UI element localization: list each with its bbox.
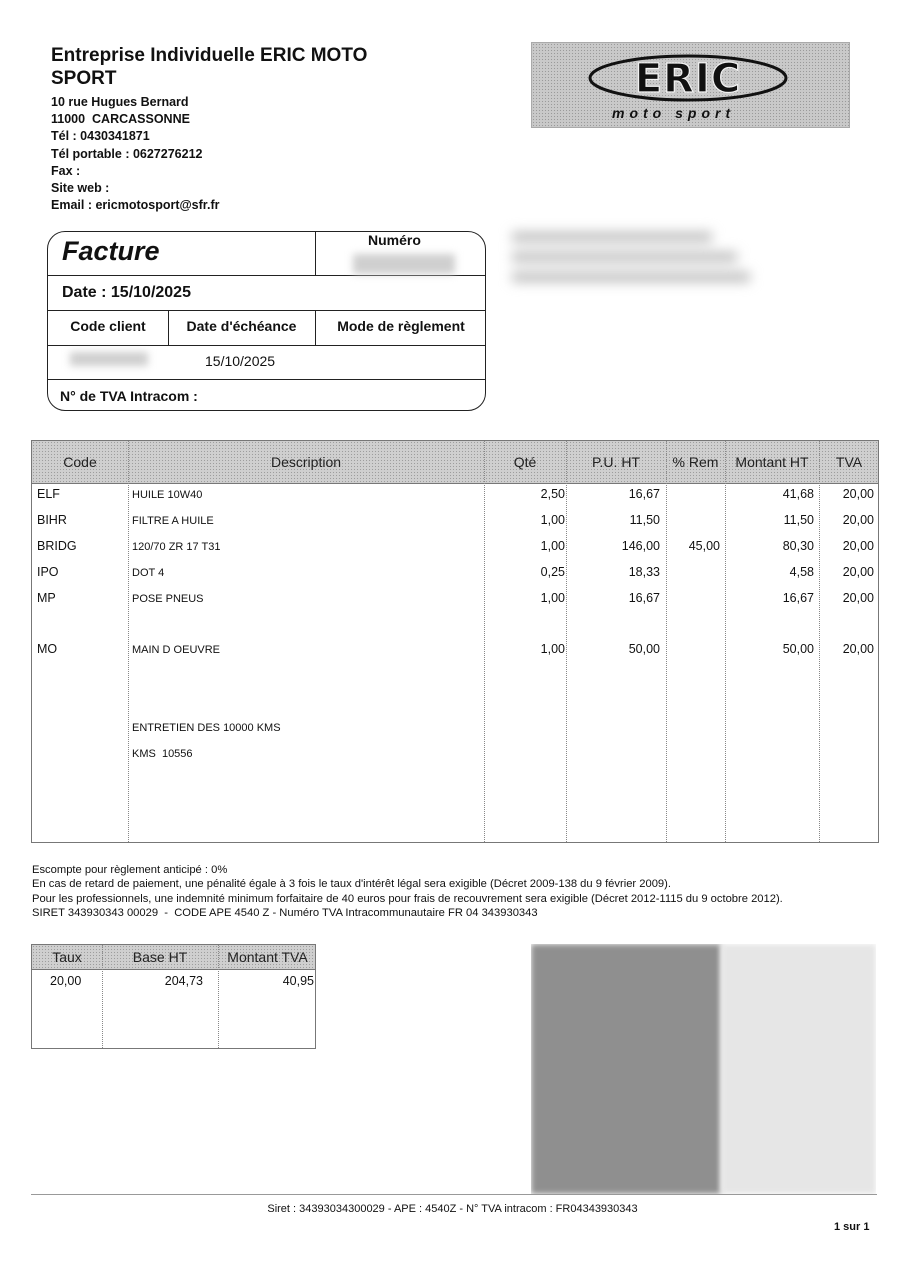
row-qty: 0,25 xyxy=(540,565,565,579)
logo-text: ERIC xyxy=(634,56,742,102)
company-city: 11000 CARCASSONNE xyxy=(51,112,190,127)
row-vat: 20,00 xyxy=(842,513,874,527)
late-penalty-note: En cas de retard de paiement, une pénalité égale à 3 fois le taux d'intérêt légal sera exigible (Décret 2009-138 du 9 février 2009). xyxy=(32,878,671,891)
row-amount: 11,50 xyxy=(783,513,814,527)
row-code: IPO xyxy=(37,565,59,579)
divider xyxy=(48,310,485,311)
invoice-info-box xyxy=(47,231,486,411)
company-name: Entreprise Individuelle ERIC MOTO SPORT xyxy=(51,45,368,89)
payment-mode-label: Mode de règlement xyxy=(337,318,465,334)
row-vat: 20,00 xyxy=(842,591,874,605)
column-divider xyxy=(218,945,219,1048)
totals-redacted xyxy=(531,944,876,1194)
row-description: DOT 4 xyxy=(132,567,165,579)
row-qty: 1,00 xyxy=(540,642,565,656)
vat-summary-table xyxy=(31,944,316,1049)
row-description: MAIN D OEUVRE xyxy=(132,644,221,656)
row-qty: 1,00 xyxy=(540,591,565,605)
vat-amount: 40,95 xyxy=(282,974,314,988)
row-description: HUILE 10W40 xyxy=(132,489,203,501)
document-title: Facture xyxy=(62,236,160,266)
footer-legal: Siret : 34393034300029 - APE : 4540Z - N° TVA intracom : FR04343930343 xyxy=(267,1203,638,1215)
row-code: MP xyxy=(37,591,56,605)
column-divider xyxy=(128,441,129,842)
table-header xyxy=(32,441,878,484)
row-vat: 20,00 xyxy=(842,487,874,501)
row-vat: 20,00 xyxy=(842,565,874,579)
footer-divider xyxy=(31,1194,877,1195)
row-unit-price: 18,33 xyxy=(628,565,660,579)
vat-base: 204,73 xyxy=(164,974,203,988)
row-unit-price: 146,00 xyxy=(621,539,660,553)
code-client-label: Code client xyxy=(70,318,146,334)
row-qty: 1,00 xyxy=(540,539,565,553)
mileage-note: KMS 10556 xyxy=(132,748,193,760)
page-number: 1 sur 1 xyxy=(834,1221,870,1233)
column-divider xyxy=(666,441,667,842)
row-amount: 4,58 xyxy=(789,565,814,579)
due-date-value: 15/10/2025 xyxy=(205,353,276,369)
col-description: Description xyxy=(270,454,342,470)
legal-notes xyxy=(32,863,783,921)
col-vat-amount: Montant TVA xyxy=(227,949,308,965)
col-base: Base HT xyxy=(132,949,188,965)
col-rate: Taux xyxy=(52,949,82,965)
divider xyxy=(315,232,316,275)
row-unit-price: 16,67 xyxy=(628,591,660,605)
invoice-number-label: Numéro xyxy=(368,232,421,248)
col-amount: Montant HT xyxy=(735,454,809,470)
company-logo xyxy=(531,42,850,128)
col-unit-price: P.U. HT xyxy=(592,454,640,470)
company-website: Site web : xyxy=(51,181,110,196)
row-code: ELF xyxy=(37,487,60,501)
col-qty: Qté xyxy=(513,454,537,470)
divider xyxy=(48,379,485,380)
row-vat: 20,00 xyxy=(842,539,874,553)
row-unit-price: 50,00 xyxy=(628,642,660,656)
row-qty: 1,00 xyxy=(540,513,565,527)
row-description: 120/70 ZR 17 T31 xyxy=(132,541,221,553)
totals-labels-redacted xyxy=(531,944,721,1194)
divider xyxy=(48,275,485,276)
client-address-redacted xyxy=(512,232,752,300)
table-header xyxy=(32,945,315,970)
company-mobile: Tél portable : 0627276212 xyxy=(51,146,203,161)
row-unit-price: 16,67 xyxy=(628,487,660,501)
company-email: Email : ericmotosport@sfr.fr xyxy=(51,198,220,213)
totals-values-redacted xyxy=(721,944,876,1194)
company-phone: Tél : 0430341871 xyxy=(51,129,150,144)
vat-intracom-label: N° de TVA Intracom : xyxy=(60,388,198,404)
code-client-redacted xyxy=(70,352,148,366)
siret-note: SIRET 343930343 00029 - CODE APE 4540 Z - Numéro TVA Intracommunautaire FR 04 343930343 xyxy=(32,907,538,920)
row-vat: 20,00 xyxy=(842,642,874,656)
company-details xyxy=(51,94,219,214)
row-code: BIHR xyxy=(37,513,67,527)
service-note: ENTRETIEN DES 10000 KMS xyxy=(132,722,281,734)
row-code: MO xyxy=(37,642,58,656)
col-vat: TVA xyxy=(835,454,863,470)
col-discount: % Rem xyxy=(672,454,719,470)
row-amount: 50,00 xyxy=(782,642,814,656)
row-description: POSE PNEUS xyxy=(132,593,204,605)
vat-rate: 20,00 xyxy=(50,974,82,988)
due-date-label: Date d'échéance xyxy=(186,318,297,334)
row-code: BRIDG xyxy=(37,539,77,553)
row-amount: 80,30 xyxy=(782,539,814,553)
column-divider xyxy=(102,945,103,1048)
col-code: Code xyxy=(63,454,97,470)
company-address: 10 rue Hugues Bernard xyxy=(51,95,189,109)
row-description: FILTRE A HUILE xyxy=(132,515,214,527)
invoice-date: Date : 15/10/2025 xyxy=(62,284,191,301)
company-fax: Fax : xyxy=(51,163,81,178)
row-qty: 2,50 xyxy=(540,487,565,501)
invoice-number-redacted xyxy=(353,254,455,274)
row-amount: 41,68 xyxy=(782,487,814,501)
discount-note: Escompte pour règlement anticipé : 0% xyxy=(32,864,228,876)
divider xyxy=(48,345,485,346)
invoice-lines-table xyxy=(31,440,879,843)
recovery-fee-note: Pour les professionnels, une indemnité minimum forfaitaire de 40 euros pour frais de recouvrement sera exigible (Décret 2012-1115 du 9 octobre 2012). xyxy=(32,892,783,905)
logo-subtext: moto sport xyxy=(612,105,736,121)
row-discount: 45,00 xyxy=(688,539,720,553)
row-amount: 16,67 xyxy=(782,591,814,605)
logo-emblem xyxy=(588,54,788,102)
row-unit-price: 11,50 xyxy=(629,513,660,527)
